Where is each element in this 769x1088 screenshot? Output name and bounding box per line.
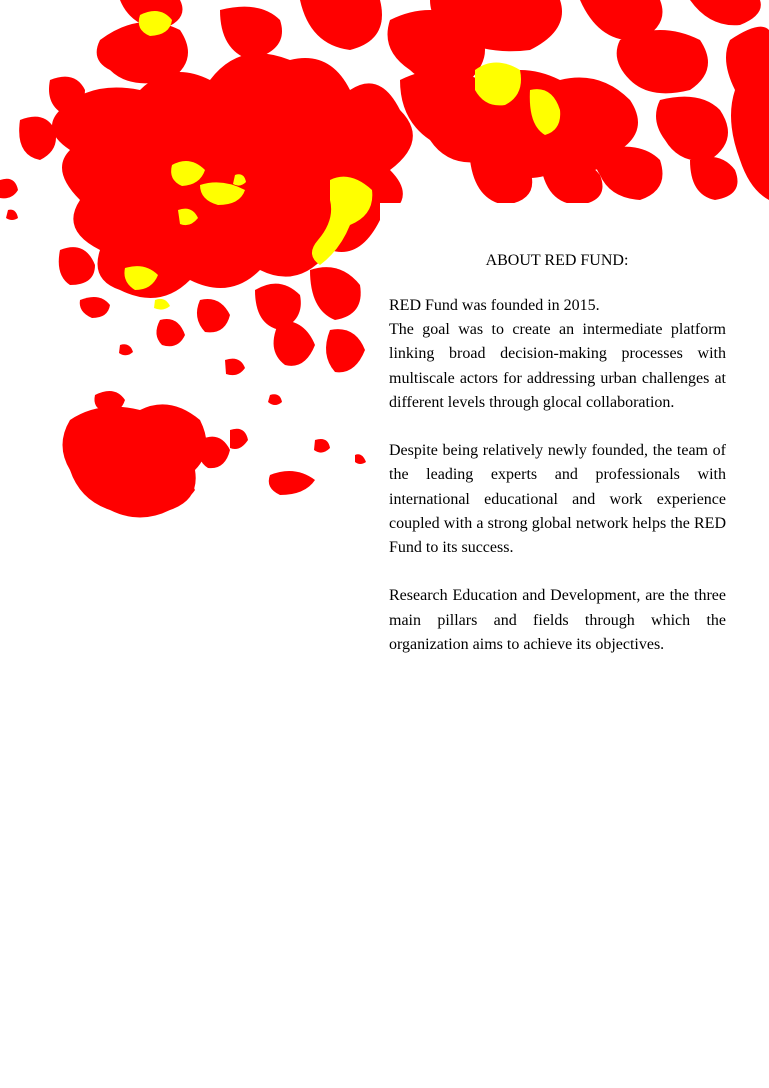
founded-paragraph: RED Fund was founded in 2015. — [389, 297, 600, 314]
team-paragraph: Despite being relatively newly founded, the team of the leading experts and professionals with international educational and work experience coupled with a strong global network helps the RED Fund to its success. — [389, 442, 726, 557]
paragraph-spacer — [389, 560, 726, 584]
pillars-paragraph: Research Education and Development, are the three main pillars and fields through which the organization aims to achieve its objectives. — [389, 587, 726, 653]
about-heading: ABOUT RED FUND: — [485, 252, 629, 269]
goal-paragraph: The goal was to create an intermediate platform linking broad decision-making processes with multiscale actors for addressing urban challenges at different levels through glocal collaboration. — [389, 321, 726, 411]
paragraph-spacer — [389, 415, 726, 439]
about-body — [389, 294, 726, 657]
